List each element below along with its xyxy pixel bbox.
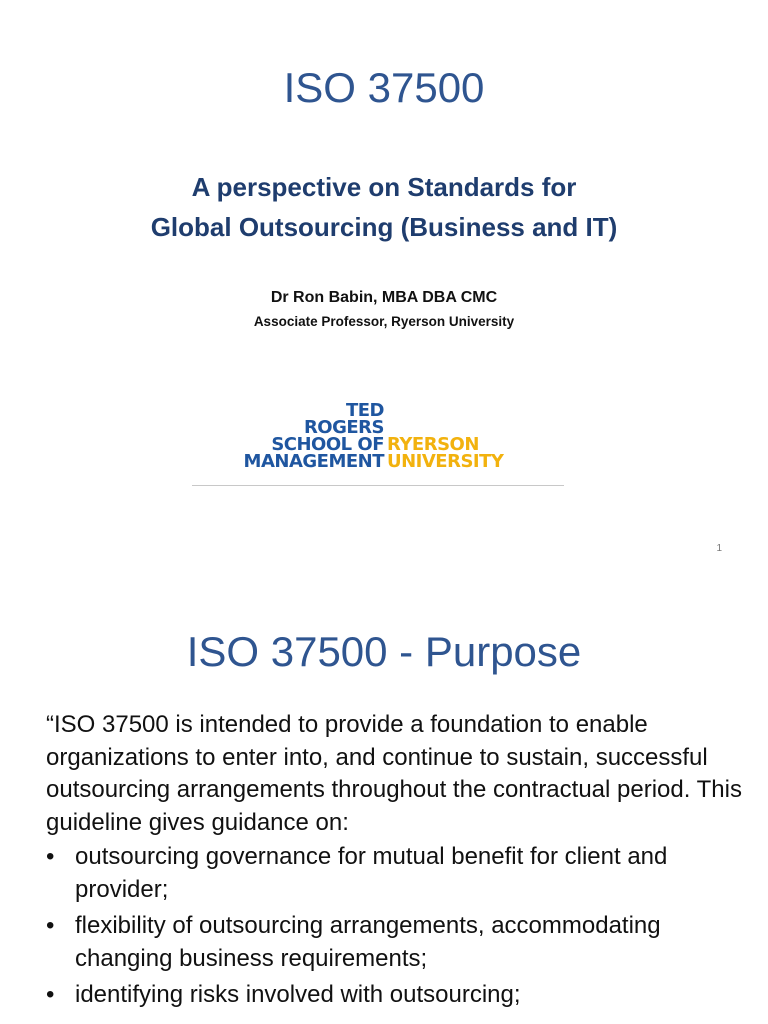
divider-rule [192, 485, 564, 486]
subtitle-line-2: Global Outsourcing (Business and IT) [150, 212, 618, 242]
slide-2-title: ISO 37500 - Purpose [186, 628, 582, 675]
ted-rogers-ryerson-logo [236, 402, 516, 476]
list-item [46, 910, 746, 975]
logo-school-text [244, 402, 384, 470]
bullet-list [46, 841, 746, 1012]
list-item-text: flexibility of outsourcing arrangements, accommodating changing business requirements; [75, 912, 661, 972]
logo-line: TED [345, 400, 384, 421]
logo-line: RYERSON [387, 434, 479, 455]
list-item-text: outsourcing governance for mutual benefit for client and provider; [75, 843, 668, 903]
slide-2 [0, 576, 768, 1024]
logo-line: MANAGEMENT [243, 451, 384, 472]
bullet-icon: • [46, 981, 55, 1008]
author-name: Dr Ron Babin, MBA DBA CMC [270, 289, 498, 306]
bullet-icon: • [46, 843, 55, 870]
slide-1-subtitle [0, 167, 768, 247]
list-item [46, 979, 746, 1012]
logo-line: UNIVERSITY [387, 451, 504, 472]
bullet-icon: • [46, 912, 55, 939]
subtitle-line-1: A perspective on Standards for [191, 172, 577, 202]
page-number: 1 [716, 543, 722, 554]
logo-line: SCHOOL OF [271, 434, 384, 455]
list-item-text: identifying risks involved with outsourcing; [75, 981, 521, 1008]
slide-1-title: ISO 37500 [283, 64, 485, 111]
author-affiliation: Associate Professor, Ryerson University [253, 314, 515, 329]
list-item [46, 841, 746, 906]
intro-paragraph: “ISO 37500 is intended to provide a foundation to enable organizations to enter into, and continue to sustain, successful outsourcing arrangements throughout the contractual period. This guideline gives guidance on: [46, 711, 742, 836]
logo-line: ROGERS [303, 417, 384, 438]
slide-2-body [46, 709, 746, 1016]
logo-university-text [387, 436, 503, 470]
